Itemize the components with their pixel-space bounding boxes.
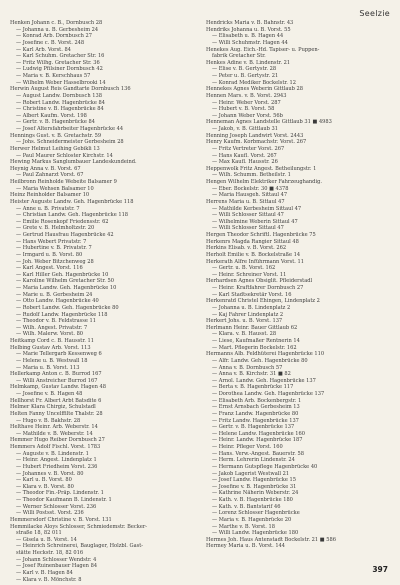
directory-entry: Henneman Agnes Landstelle Gittlaub 31 ■ 4983 xyxy=(206,119,332,126)
directory-entry: — Josefine v. B. Hagenbrücke 31 xyxy=(212,483,297,490)
directory-entry: — Anna v. B. Dornbusch 57 xyxy=(212,364,283,371)
directory-entry: — Jakob Lagerist Westwall 21 xyxy=(212,470,290,477)
directory-entry: — Fritz Wilhg. Gretacher Str. 36 xyxy=(16,59,100,66)
directory-entry: — Wilh. Malerw. Vorst. 80 xyxy=(16,331,84,338)
directory-entry: Hennen Mars. v. B. Vorst. 2943 xyxy=(206,92,287,99)
directory-entry: — Anna v. B. Kirchstr. 31 ■ 82 xyxy=(212,371,291,378)
directory-entry: — Hans Webert Privatstr. 7 xyxy=(16,238,87,245)
directory-entry: — Otto Landw. Hagenbrücke 40 xyxy=(16,298,99,305)
directory-entry: — Maria Hausgeh. Sittaul 47 xyxy=(212,192,288,199)
directory-entry: — Robert Landw. Geh. Hagenbrücke 80 xyxy=(16,304,119,311)
directory-entry: — Karl Hiller Geh. Hagenbrücke 10 xyxy=(16,271,109,278)
directory-entry: — Maria Landw. Geh. Hagenbrücke 10 xyxy=(16,285,117,291)
directory-entry: — Johanna u. B. Lindenplatz 2 xyxy=(212,304,291,311)
directory-entry: — Hans. Verw.-Angest. Bauerstr. 58 xyxy=(212,450,304,457)
directory-entry: — Mathilde Kerbesheim Sittaul 47 xyxy=(212,205,302,212)
directory-entry: — Johann Schlosser Wendstr. 4 xyxy=(16,556,97,563)
directory-entry: — Johanna u. B. Gerbesheim 24 xyxy=(16,26,99,33)
directory-entry: Hendriks Johanna u. B. Vorst. 55 xyxy=(206,26,291,33)
directory-entry: — Fritz Landw. Hagenbrücke 137 xyxy=(212,417,299,424)
directory-entry: — Emilie Rosenkopf Friedensstr. 62 xyxy=(16,218,109,225)
directory-entry: Helmkamp, Gustav Landw. Hagen 48 xyxy=(10,384,107,391)
directory-entry: — Hubertine v. B. Privatstr. 7 xyxy=(16,245,92,252)
directory-entry: fabrik Gretacher Str. xyxy=(212,53,266,60)
directory-entry: Hemmilacke Aloys Schlosser, Schmiedemstr. Becker- xyxy=(10,523,147,530)
directory-entry: Herwin August Reis Gandtarte Dornbusch 136 xyxy=(10,86,131,93)
directory-entry: — Joh. Weber Bitzchenweg 28 xyxy=(16,258,94,265)
directory-entry: — Heinrich Schreinerei, Bauglager, Holzbl. Gast- xyxy=(16,543,144,550)
directory-entry: — Gertr. v. B. Hagenbrücke 84 xyxy=(16,119,95,126)
directory-entry: — Hugo v. B. Bakhstr. 28 xyxy=(16,417,81,424)
directory-entry: — Kath. v. B. Hagenbrücke 180 xyxy=(212,497,293,503)
directory-entry: — Marie Tellergarb Kessenweg 6 xyxy=(16,351,102,358)
directory-entry: — Anne u. B. Privatstr. 7 xyxy=(16,205,80,212)
directory-entry: — Klara. v. B. Hausst. 28 xyxy=(212,331,277,338)
directory-entry: — Johs. Schneidermeister Gerbesheim 28 xyxy=(16,139,124,146)
directory-entry: Henning Joseph Landwirt Vorst. 2443 xyxy=(206,132,304,139)
directory-entry: — Gertr. u. B. Vorst. 162 xyxy=(212,265,276,272)
directory-entry: — Theodor Fin.-Präp. Lindenstr. 1 xyxy=(16,490,104,497)
directory-entry: — Alfr. Landw. Geh. Hagenbrücke 80 xyxy=(212,357,308,364)
directory-entry: Herhardsen Agnes Obsiglit. Pfleiderstadl xyxy=(206,278,313,285)
directory-entry: — Peter u. B. Gertystr. 21 xyxy=(212,73,279,79)
directory-entry: Hellerkamp Anton c. B. Burrod 167 xyxy=(10,371,102,378)
directory-entry: Hennekes Agnes Weberin Gittlaub 28 xyxy=(206,86,304,93)
directory-entry: Herkins Elisab. v. B. Vorst. 262 xyxy=(206,245,287,252)
directory-entry: Hendricks Maria v. B. Bahnstr. 43 xyxy=(206,20,294,26)
directory-entry: — Karoline Wilhelm Gretacher Str. 50 xyxy=(16,278,114,285)
directory-entry: — Theodor v. B. Feldstrasse 11 xyxy=(16,318,96,325)
page-number: 397 xyxy=(372,565,388,574)
directory-entry: — Willi Schlosser Sittaul 47 xyxy=(212,225,284,232)
directory-entry: — August Landw. Dornbusch 138 xyxy=(16,92,102,99)
directory-entry: — Josef Altersfahrbeiter Hagenbrücke 44 xyxy=(16,126,124,132)
directory-entry: — Berta v. B. Hagenbrücke 117 xyxy=(212,384,294,391)
directory-entry: — Gisela u. B. Vorst. 14 xyxy=(16,536,77,543)
directory-entry: — Elisabeth u. B. Hagen 44 xyxy=(212,33,284,40)
directory-entry: — Grete v. B. Helmholtzstr. 20 xyxy=(16,225,95,232)
directory-entry: Henekes Aug. Eich.-Hd. Tapiser- u. Puppen- xyxy=(206,46,320,53)
directory-entry: — Hermann Gutspflege Hagenbrücke 40 xyxy=(212,463,318,470)
directory-entry: — Karl Stadtsekretär Vorst. 16 xyxy=(212,291,292,298)
directory-entry: — Liese, Kaufmaßer Rentnerin 14 xyxy=(212,338,300,344)
directory-entry: — Wilh. Schumm. Betheilstr. 1 xyxy=(212,172,291,179)
directory-entry: — Heinr. Schreiner Vorst. 11 xyxy=(212,271,287,278)
directory-entry: — Johann Weber Vorst. 56b xyxy=(212,112,283,119)
directory-entry: Herkenrs Magda Rangier Sittaul 48 xyxy=(206,238,299,245)
directory-entry: Hennings Gust. v. B. Gretachstr. 59 xyxy=(10,132,102,139)
directory-entry: — Irmgard u. B. Vorst. 80 xyxy=(16,251,83,258)
directory-entry: — Franz Landw. Hagenbrücke 80 xyxy=(212,410,299,417)
directory-entry: — Willi Schlosser Sittaul 47 xyxy=(212,212,284,219)
directory-entry: — Kaj Fahrer Lindenplatz 2 xyxy=(212,311,284,318)
directory-entry: — Jakob, v. B. Gittlaub 31 xyxy=(212,126,279,132)
directory-entry: Heitkamp Cord c. B. Hausstr. 11 xyxy=(10,338,94,344)
directory-entry: Hergen Theodor Schriftl. Hagenbrücke 75 xyxy=(206,232,316,238)
directory-entry: — Christian Landw. Geh. Hagenbrücke 118 xyxy=(16,212,129,219)
directory-entry: Helten Fanny Uncelffilte Thalstr. 28 xyxy=(10,410,103,417)
directory-entry: Hemmers Adolf Fischl. Vorst. 1783 xyxy=(10,444,101,450)
directory-entry: — Heinr. Pfleger Vorst. 160 xyxy=(212,444,283,450)
directory-entry: Henken Johann c. B., Dornbusch 28 xyxy=(10,20,103,26)
directory-entry: — Maria Wehsen Balsamer 10 xyxy=(16,185,94,192)
directory-entry: — Wilhelm Weber Hasselbrooki 14 xyxy=(16,79,106,86)
directory-entry: — Rudolf Landw. Hagenbrücke 118 xyxy=(16,311,108,318)
directory-entry: Helthave Heinr. Arb. Weberstr. 14 xyxy=(10,424,98,431)
directory-entry: Herkenratd Christel Ehingen, Lindenplatz 2 xyxy=(206,298,320,305)
directory-entry: Helmer Klara Chirgiz, Schulstadl xyxy=(10,404,96,411)
directory-entry: Hermey Maria u. B. Vorst. 144 xyxy=(206,543,286,550)
directory-entry: — Mart. Pflegerin Bockelstr. 162 xyxy=(212,344,297,351)
directory-entry: — Elise v. B. Gertystr. 28 xyxy=(212,66,277,73)
directory-entry: — Heinr. Landw. Hagenbrücke 187 xyxy=(212,437,303,444)
directory-entry: straße 18, 82 011 xyxy=(16,530,62,537)
directory-entry: Henkes Adine v. B. Lindenstr. 21 xyxy=(206,59,291,66)
directory-entry: — Mathilde v. B. Weberstr. 14 xyxy=(16,430,93,437)
directory-entry: — Robert Landw. Hagenbrücke 84 xyxy=(16,99,106,106)
directory-entry: — Hans Kaufl. Vorst. 267 xyxy=(212,152,277,159)
directory-entry: — Heinr. Kraftfahrer Dornbusch 27 xyxy=(212,285,304,291)
directory-entry: — Dorothea Landw. Geh. Hagenbrücke 137 xyxy=(212,391,325,397)
directory-entry: — Klara v. B. Mönchstr. 8 xyxy=(16,576,82,583)
directory-entry: — Arnol. Landw. Geh. Hagenbrücke 137 xyxy=(212,377,316,384)
directory-entry: — Paul Maurer Schloster Kirchstr. 14 xyxy=(16,152,113,159)
directory-entry: Hellhorst Fr. Albert Arbt Batsdite 6 xyxy=(10,397,102,404)
directory-entry: — Elisabeth Arb. Bockenbergstr. 1 xyxy=(212,397,302,404)
directory-entry: — Karl v. B. Hagen 84 xyxy=(16,569,73,576)
directory-entry: — Max Kaufl. Hausstr. 26 xyxy=(212,159,278,166)
directory-entry: — Heinr. Weber Vorst. 287 xyxy=(212,99,281,106)
directory-entry: — Marie u. B. Gerbesheim 24 xyxy=(16,291,93,298)
directory-entry: — Willi Postsst. Vorst. 236 xyxy=(16,510,84,517)
directory-entry: — Hubert v. B. Vorst. 58 xyxy=(212,106,275,113)
directory-entry: — Josef Ruinenbauer Hagen 84 xyxy=(16,563,98,570)
directory-entry: — Theodor Kaufmann B. Lindenstr. 1 xyxy=(16,497,112,503)
directory-entry: Heppenwolk Fritz Angest. Betheilungstr. 1 xyxy=(206,165,317,172)
directory-entry: — Christine v. B. Hagenbrücke 84 xyxy=(16,106,104,113)
directory-entry: — Lorenz Schlosser Hagenbrücke xyxy=(212,510,300,517)
directory-entry: — Hubert Friedheim Vorst. 236 xyxy=(16,463,98,470)
directory-entry: — Willi Schuhmstr. Hagen 44 xyxy=(212,39,288,46)
directory-entry: — Albert Kaufm. Vorst. 198 xyxy=(16,112,87,119)
directory-entry: — Klara v. B. Vorst. 80 xyxy=(16,483,74,490)
directory-entry: — Konrad Mediker Bockelstr. 12 xyxy=(212,79,297,86)
directory-entry: — Ernst Arnsbach Gerbesheim 13 xyxy=(212,404,300,411)
directory-entry: — Eber. Bockelstr. 30 ■ 4378 xyxy=(212,185,289,192)
directory-entry: — Wilh. Angest. Privatstr. 7 xyxy=(16,324,88,331)
right-column xyxy=(206,20,398,550)
directory-entry: Hewing Markus Sanglumbauer Landeskundeind. xyxy=(10,159,137,166)
directory-entry: Hengen Wilhelm Elektriker Fahrzeughandig. xyxy=(206,179,322,185)
left-column xyxy=(10,20,202,583)
directory-entry: Heinz Reinholder Balsamer 10 xyxy=(10,192,90,199)
directory-entry: — Helene Landw. Hagenbrücke 160 xyxy=(212,430,305,437)
directory-entry: — Karl Angest. Vorst. 116 xyxy=(16,265,83,272)
directory-entry: — Josefine v. B. Hagen 48 xyxy=(16,391,83,397)
directory-entry: — Gertr. v. B. Hagenbrücke 137 xyxy=(212,424,295,431)
directory-entry: — Willi Landw. Hagenbrücke 180 xyxy=(212,530,299,537)
directory-entry: — Maria v. B. Hagenbrücke 20 xyxy=(212,516,292,523)
directory-entry: — Karl Arb. Vorst. 84 xyxy=(16,46,71,53)
directory-entry: — Paul Zahnarzt Vorst. 67 xyxy=(16,172,84,179)
directory-entry: stätte Heckstr. 18, 82 016 xyxy=(16,550,84,556)
directory-entry: — Karl u. B. Vorst. 80 xyxy=(16,477,72,484)
directory-entry: — Gertrud Hausfrau Hagenbrücke 42 xyxy=(16,232,114,238)
directory-entry: Hemmer Hugo Reiber Dornbusch 27 xyxy=(10,437,105,444)
directory-entry: — Willi Anstreicher Burrod 167 xyxy=(16,377,98,384)
directory-entry: — Heinr. Angest. Lindenplatz 1 xyxy=(16,457,97,464)
directory-entry: Herwer Helmut Leihing Gebikli 13 xyxy=(10,145,100,152)
directory-entry: — Helene u. B. Westwall 18 xyxy=(16,357,88,364)
directory-entry: Heister Auguste Landw. Geh. Hagenbrücke 118 xyxy=(10,198,134,205)
directory-entry: Herkert Johs. u. B. Vorst. 137 xyxy=(206,318,283,325)
directory-entry: — Wilhelmine Weberin Sittaul 47 xyxy=(212,218,298,225)
directory-entry: — Ludwig Pfilsiner Dornbusch 42 xyxy=(16,66,103,73)
directory-entry: — Herm. Lehrerin Lindenstr. 24 xyxy=(212,457,295,464)
directory-entry: Helbing Gustav Arb. Vorst. 113 xyxy=(10,344,91,351)
directory-entry: Henry Kaufm. Korbmachstr. Vorst. 267 xyxy=(206,139,307,146)
directory-entry: Hermanns Alb. Feldhüterei Hagenbrücke 110 xyxy=(206,351,325,358)
directory-entry: — Josefine c. B. Vorst. 248 xyxy=(16,39,85,46)
directory-entry: Heilbronn Reinholde Webeite Balsamer 9 xyxy=(10,179,117,185)
directory-entry: — Kath. v. B. Bantstarif 46 xyxy=(212,503,281,510)
directory-entry: — Werner Schlosser Vorst. 236 xyxy=(16,503,97,510)
directory-entry: — Konrad Arb. Dornbusch 27 xyxy=(16,33,92,40)
directory-entry: — Maria v. B. Kerschhaus 57 xyxy=(16,73,91,79)
directory-entry: Hermes Joh. Haus Antenstadt Bockelstr. 21 ■ 586 xyxy=(206,536,336,543)
directory-entry: Hemmersdorf Christine v. B. Vorst. 131 xyxy=(10,516,112,523)
directory-entry: — Maria u. B. Vorst. 113 xyxy=(16,364,80,371)
directory-entry: Heynig Anna v. B. Vorst. 67 xyxy=(10,165,81,172)
directory-entry: — Marthe v. B. Vorst. 18 xyxy=(212,523,275,530)
directory-entry: — Auguste v. B. Lindenstr. 1 xyxy=(16,450,89,457)
directory-entry: — Johannes v. B. Vorst. 80 xyxy=(16,470,84,477)
directory-entry: Herrens Maria u. B. Sittaul 47 xyxy=(206,198,285,205)
directory-entry: Herlmann Heinr. Bauer Gittlaub 62 xyxy=(206,324,298,331)
directory-entry: — Fritz Vertreter Vorst. 267 xyxy=(212,145,285,152)
directory-entry: — Josef Landw. Hagenbrücke 15 xyxy=(212,477,296,484)
section-title: Seelzie xyxy=(359,9,390,18)
directory-entry: Herholt Emilie v. B. Bockelstraße 14 xyxy=(206,251,301,258)
directory-entry: — Karl Schuhm. Gretacher Str. 16 xyxy=(16,53,105,60)
directory-entry: Herkerath Alfre Inführmann Vorst. 11 xyxy=(206,258,304,265)
directory-entry: — Kathrine Näherin Weberstr. 24 xyxy=(212,490,299,497)
